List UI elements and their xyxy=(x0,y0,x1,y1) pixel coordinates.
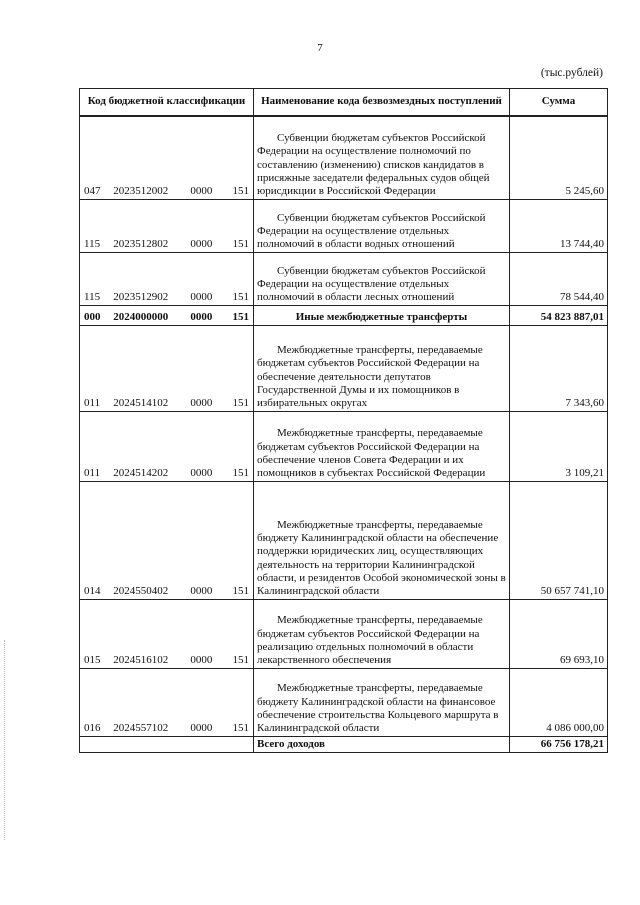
name-cell xyxy=(254,481,510,599)
total-amount: 66 756 178,21 xyxy=(510,736,608,752)
budget-table xyxy=(79,88,608,753)
code-part-c3: 0000 xyxy=(190,238,213,251)
units-label: (тыс.рублей) xyxy=(540,67,603,79)
table-row xyxy=(80,325,608,411)
table-row xyxy=(80,116,608,199)
name-text: Субвенции бюджетам субъектов Российской Федерации на осуществление полномочий по составлению (изменению) списков кандидатов в присяжные заседатели федеральных судов общей юрисдикции в Российской Федерации xyxy=(257,132,490,198)
header-name: Наименование кода безвозмездных поступлений xyxy=(254,89,510,117)
code-parts xyxy=(80,585,253,598)
amount-cell: 13 744,40 xyxy=(510,199,608,252)
code-part-c4: 151 xyxy=(232,397,249,410)
total-row xyxy=(80,736,608,752)
name-text: Межбюджетные трансферты, передаваемые бюджетам субъектов Российской Федерации на реализацию отдельных полномочий в области лекарственного обеспечения xyxy=(257,614,483,667)
code-parts xyxy=(80,722,253,735)
table-body xyxy=(80,116,608,752)
code-part-c3: 0000 xyxy=(190,722,213,735)
code-part-c3: 0000 xyxy=(190,185,213,198)
page-number: 7 xyxy=(317,42,323,54)
code-part-c4: 151 xyxy=(232,185,249,198)
name-cell xyxy=(254,325,510,411)
code-part-c4: 151 xyxy=(232,291,249,304)
code-part-c2: 2023512902 xyxy=(113,291,169,304)
code-parts xyxy=(80,467,253,480)
code-cell xyxy=(80,325,254,411)
name-text: Межбюджетные трансферты, передаваемые бюджету Калининградской области на финансовое обеспечение строительства Кольцевого маршрута в Калининградской области xyxy=(257,682,499,735)
name-text: Межбюджетные трансферты, передаваемые бюджету Калининградской области на обеспечение поддержки юридических лиц, осуществляющих деятельность на территории Калининградской области, и резидентов Особой экономической зоны в Калининградской области xyxy=(257,518,506,598)
name-text: Межбюджетные трансферты, передаваемые бюджетам субъектов Российской Федерации на обеспечение деятельности депутатов Государственной Думы и их помощников в избирательных округах xyxy=(257,344,483,410)
table-row xyxy=(80,481,608,599)
code-part-c3: 0000 xyxy=(190,291,213,304)
total-code-cell xyxy=(80,736,254,752)
table-row xyxy=(80,668,608,736)
code-cell xyxy=(80,305,254,325)
header-amount: Сумма xyxy=(510,89,608,117)
code-part-c3: 0000 xyxy=(190,311,213,324)
code-cell xyxy=(80,252,254,305)
table-row xyxy=(80,305,608,325)
scan-margin-mark xyxy=(4,640,6,840)
code-part-c3: 0000 xyxy=(190,397,213,410)
code-parts xyxy=(80,397,253,410)
code-part-c1: 011 xyxy=(84,467,101,480)
name-cell xyxy=(254,252,510,305)
amount-cell: 78 544,40 xyxy=(510,252,608,305)
code-part-c1: 016 xyxy=(84,722,101,735)
code-cell xyxy=(80,599,254,668)
table-row xyxy=(80,199,608,252)
table-row xyxy=(80,599,608,668)
code-part-c4: 151 xyxy=(232,585,249,598)
code-part-c2: 2024550402 xyxy=(113,585,169,598)
code-part-c2: 2023512802 xyxy=(113,238,169,251)
code-part-c1: 115 xyxy=(84,291,101,304)
code-part-c4: 151 xyxy=(232,654,249,667)
code-part-c2: 2024516102 xyxy=(113,654,169,667)
name-text: Иные межбюджетные трансферты xyxy=(295,311,468,324)
code-part-c4: 151 xyxy=(232,238,249,251)
code-part-c2: 2024557102 xyxy=(113,722,169,735)
code-parts xyxy=(80,185,253,198)
code-parts xyxy=(80,654,253,667)
name-cell xyxy=(254,599,510,668)
code-part-c1: 115 xyxy=(84,238,101,251)
total-label: Всего доходов xyxy=(254,736,510,752)
code-part-c1: 015 xyxy=(84,654,101,667)
code-part-c2: 2024514202 xyxy=(113,467,169,480)
amount-cell: 54 823 887,01 xyxy=(510,305,608,325)
name-cell xyxy=(254,411,510,481)
table-header-row xyxy=(80,89,608,117)
amount-cell: 3 109,21 xyxy=(510,411,608,481)
name-text: Субвенции бюджетам субъектов Российской Федерации на осуществление отдельных полномочий в области лесных отношений xyxy=(257,264,486,304)
code-cell xyxy=(80,116,254,199)
code-cell xyxy=(80,481,254,599)
code-cell xyxy=(80,411,254,481)
code-cell xyxy=(80,668,254,736)
table-row xyxy=(80,252,608,305)
code-cell xyxy=(80,199,254,252)
amount-cell: 5 245,60 xyxy=(510,116,608,199)
amount-cell: 69 693,10 xyxy=(510,599,608,668)
code-part-c1: 011 xyxy=(84,397,101,410)
code-parts xyxy=(80,311,253,324)
table-row xyxy=(80,411,608,481)
name-cell xyxy=(254,116,510,199)
code-part-c3: 0000 xyxy=(190,467,213,480)
code-part-c1: 014 xyxy=(84,585,101,598)
amount-cell: 7 343,60 xyxy=(510,325,608,411)
code-part-c2: 2024000000 xyxy=(113,311,169,324)
header-code: Код бюджетной классификации xyxy=(80,89,254,117)
name-cell xyxy=(254,305,510,325)
code-part-c4: 151 xyxy=(232,311,249,324)
name-text: Субвенции бюджетам субъектов Российской Федерации на осуществление отдельных полномочий в области водных отношений xyxy=(257,211,486,251)
name-cell xyxy=(254,199,510,252)
code-part-c3: 0000 xyxy=(190,585,213,598)
code-part-c1: 000 xyxy=(84,311,101,324)
code-part-c3: 0000 xyxy=(190,654,213,667)
amount-cell: 50 657 741,10 xyxy=(510,481,608,599)
amount-cell: 4 086 000,00 xyxy=(510,668,608,736)
code-part-c4: 151 xyxy=(232,467,249,480)
code-parts xyxy=(80,291,253,304)
code-part-c4: 151 xyxy=(232,722,249,735)
code-part-c2: 2023512002 xyxy=(113,185,169,198)
name-text: Межбюджетные трансферты, передаваемые бюджетам субъектов Российской Федерации на обеспечение членов Совета Федерации и их помощников в субъектах Российской Федерации xyxy=(257,427,486,480)
name-cell xyxy=(254,668,510,736)
code-part-c1: 047 xyxy=(84,185,101,198)
code-parts xyxy=(80,238,253,251)
code-part-c2: 2024514102 xyxy=(113,397,169,410)
